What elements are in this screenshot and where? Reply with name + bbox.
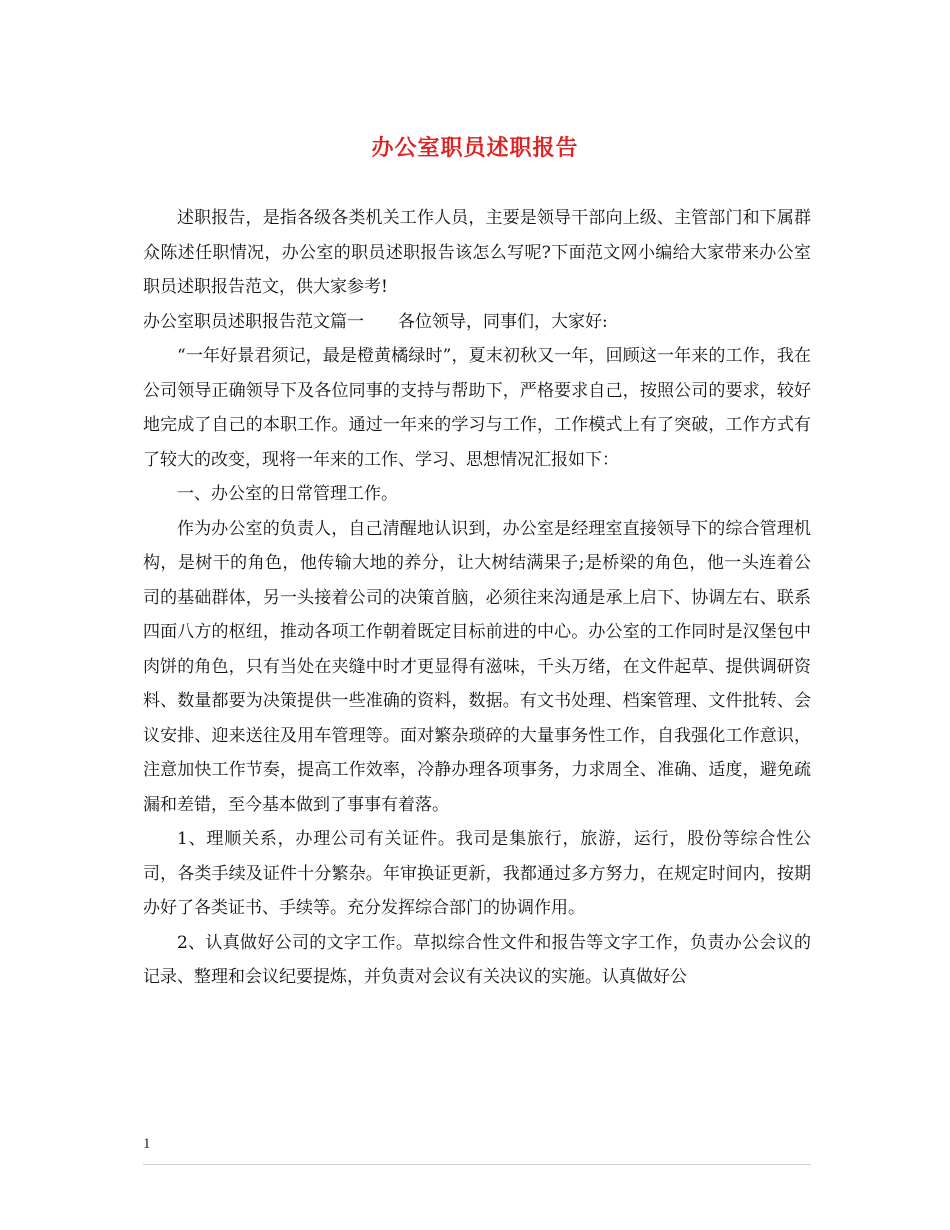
list-item-2: 2、认真做好公司的文字工作。草拟综合性文件和报告等文字工作，负责办公会议的记录、整理和会议纪要提炼，并负责对会议有关决议的实施。认真做好公 (143, 932, 811, 987)
page-number: 1 (143, 1136, 151, 1152)
page-title: 办公室职员述职报告 (371, 135, 579, 161)
footer-divider (143, 1164, 811, 1165)
opening-paragraph: “一年好景君须记，最是橙黄橘绿时”，夏末初秋又一年，回顾这一年来的工作，我在公司领导正确领导下及各位同事的支持与帮助下，严格要求自己，按照公司的要求，较好地完成了自己的本职工作。通过一年来的学习与工作，工作模式上有了突破，工作方式有了较大的改变，现将一年来的工作、学习、思想情况汇报如下： (143, 346, 811, 470)
intro-paragraph: 述职报告，是指各级各类机关工作人员，主要是领导干部向上级、主管部门和下属群众陈述任职情况，办公室的职员述职报告该怎么写呢?下面范文网小编给大家带来办公室职员述职报告范文，供大家参考! (143, 208, 811, 297)
body-paragraph: 作为办公室的负责人，自己清醒地认识到，办公室是经理室直接领导下的综合管理机构，是树干的角色，他传输大地的养分，让大树结满果子;是桥梁的角色，他一头连着公司的基础群体，另一头接着公司的决策首脑，必须往来沟通是承上启下、协调左右、联系四面八方的枢纽，推动各项工作朝着既定目标前进的中心。办公室的工作同时是汉堡包中肉饼的角色，只有当处在夹缝中时才更显得有滋味，千头万绪，在文件起草、提供调研资料、数量都要为决策提供一些准确的资料，数据。有文书处理、档案管理、文件批转、会议安排、迎来送往及用车管理等。面对繁杂琐碎的大量事务性工作，自我强化工作意识，注意加快工作节奏，提高工作效率，冷静办理各项事务，力求周全、准确、适度，避免疏漏和差错，至今基本做到了事事有着落。 (143, 518, 811, 815)
list-item-1: 1、理顺关系，办理公司有关证件。我司是集旅行，旅游，运行，股份等综合性公司，各类手续及证件十分繁杂。年审换证更新，我都通过多方努力，在规定时间内，按期办好了各类证书、手续等。充分发挥综合部门的协调作用。 (143, 829, 811, 918)
document-body (143, 201, 811, 995)
section-heading: 办公室职员述职报告范文篇一 各位领导，同事们，大家好: (143, 311, 608, 332)
subsection-heading: 一、办公室的日常管理工作。 (177, 484, 398, 504)
